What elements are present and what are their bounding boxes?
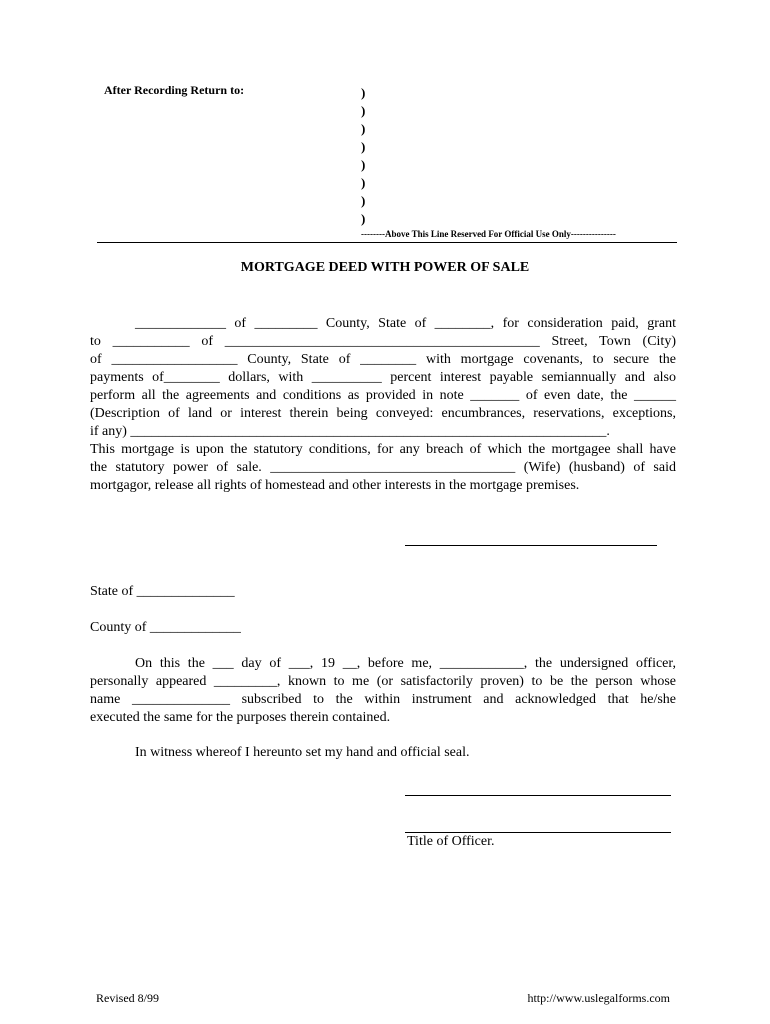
ack-line: personally appeared _________, known to me (or satisfactorily proven) to be the person whose — [90, 674, 676, 689]
mortgagor-signature-line — [405, 545, 657, 546]
official-use-notice: --------Above This Line Reserved For Official Use Only--------------- — [361, 229, 616, 239]
body-line: if any) ____________________________________________________________________. — [90, 424, 610, 439]
ack-line: executed the same for the purposes therein contained. — [90, 710, 391, 725]
body-line: payments of________ dollars, with __________ percent interest payable semiannually and also — [90, 370, 676, 385]
officer-signature-line — [405, 795, 671, 796]
bracket: ) — [361, 85, 366, 100]
bracket: ) — [361, 103, 366, 118]
bracket: ) — [361, 121, 366, 136]
bracket: ) — [361, 157, 366, 172]
county-field: County of _____________ — [90, 620, 241, 635]
body-line: This mortgage is upon the statutory conditions, for any breach of which the mortgagee shall have — [90, 442, 676, 457]
official-use-divider — [97, 242, 677, 243]
bracket: ) — [361, 139, 366, 154]
body-line: (Description of land or interest therein being conveyed: encumbrances, reservations, exceptions, — [90, 406, 676, 421]
bracket: ) — [361, 193, 366, 208]
body-line: to ___________ of _____________________________________________ Street, Town (City) — [90, 334, 676, 349]
ack-line: name ______________ subscribed to the within instrument and acknowledged that he/she — [90, 692, 676, 707]
witness-statement: In witness whereof I hereunto set my hand and official seal. — [135, 745, 470, 760]
body-line: mortgagor, release all rights of homestead and other interests in the mortgage premises. — [90, 478, 580, 493]
bracket: ) — [361, 211, 366, 226]
return-address-brackets — [361, 84, 365, 228]
body-line: _____________ of _________ County, State of ________, for consideration paid, grant — [135, 316, 676, 331]
ack-line: On this the ___ day of ___, 19 __, before me, ____________, the undersigned officer, — [135, 656, 676, 671]
body-line: perform all the agreements and conditions as provided in note _______ of even date, the ______ — [90, 388, 676, 403]
body-line: the statutory power of sale. ___________________________________ (Wife) (husband) of said — [90, 460, 676, 475]
document-title: MORTGAGE DEED WITH POWER OF SALE — [240, 260, 530, 275]
return-address-label: After Recording Return to: — [104, 83, 245, 97]
officer-title-label: Title of Officer. — [407, 834, 495, 849]
revision-note: Revised 8/99 — [96, 991, 159, 1005]
mortgage-body-paragraph — [90, 315, 676, 495]
acknowledgment-paragraph — [90, 655, 676, 727]
officer-title-line — [405, 832, 671, 833]
source-url: http://www.uslegalforms.com — [527, 991, 670, 1005]
bracket: ) — [361, 175, 366, 190]
state-field: State of ______________ — [90, 584, 235, 599]
body-line: of __________________ County, State of ________ with mortgage covenants, to secure the — [90, 352, 676, 367]
